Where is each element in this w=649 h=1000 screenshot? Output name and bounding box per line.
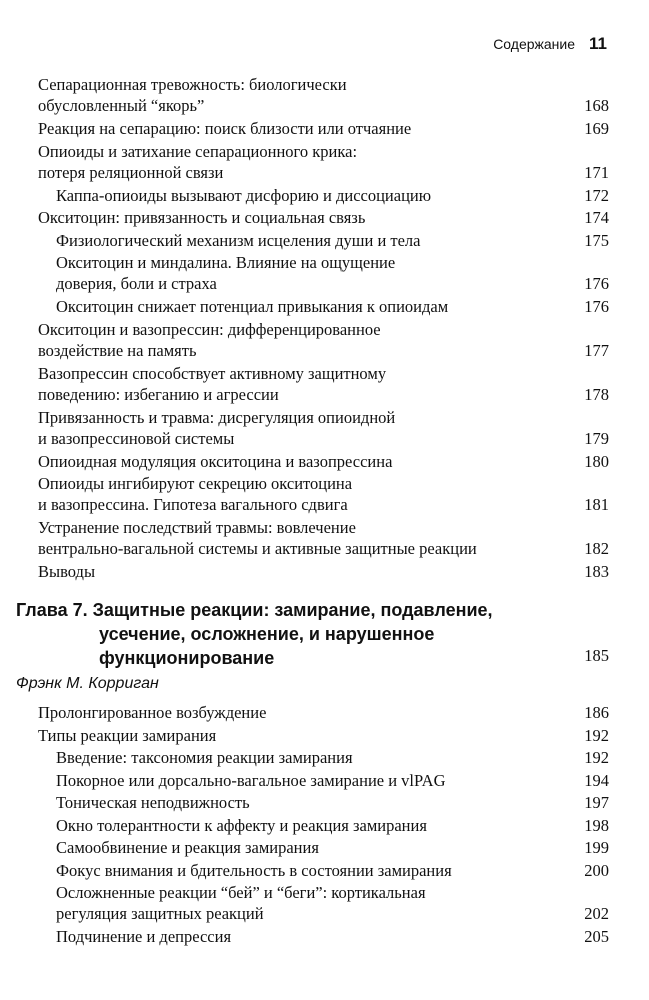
toc-entry[interactable] [56,926,609,947]
toc-entry[interactable] [56,252,609,294]
chapter-author: Фрэнк М. Корриган [16,675,159,692]
toc-entry[interactable] [56,837,609,858]
toc-entry-title-line: поведению: избеганию и агрессии [38,384,279,404]
toc-entry[interactable] [38,141,609,183]
toc-entry[interactable] [38,207,609,228]
toc-entry-page-number: 192 [584,725,609,745]
toc-entry[interactable] [38,319,609,361]
chapter-title-line: усечение, осложнение, и нарушенное [99,624,435,644]
toc-entry-page-number: 180 [584,451,609,471]
toc-entry[interactable] [56,815,609,836]
toc-entry-page-number: 176 [584,297,609,316]
toc-entry-title-line: Каппа-опиоиды вызывают дисфорию и диссоциацию [56,185,432,205]
toc-entry[interactable] [38,473,609,515]
toc-entry-title-line: Типы реакции замирания [38,725,217,745]
toc-entry[interactable] [56,185,609,206]
header-section-title: Содержание [493,36,576,52]
toc-entry-title-line: Самообвинение и реакция замирания [56,838,319,857]
toc-entry-title-line: Устранение последствий травмы: вовлечение [38,518,356,537]
toc-entry-title-line: Пролонгированное возбуждение [38,703,267,722]
toc-entry[interactable] [56,770,609,791]
toc-entry-page-number: 171 [584,162,609,182]
toc-entry-title-line: Окситоцин и вазопрессин: дифференцированное [38,319,381,339]
toc-entry[interactable] [38,74,609,116]
chapter-page-number: 185 [584,646,609,665]
toc-entry[interactable] [38,561,609,582]
toc-entry-title-line: Окно толерантности к аффекту и реакция замирания [56,815,427,835]
toc-entry[interactable] [38,451,609,472]
toc-entry-title-line: и вазопрессиновой системы [38,428,235,448]
chapter-heading [16,598,609,670]
toc-entry-page-number: 179 [584,428,609,448]
toc-entry-title-line: Осложненные реакции “бей” и “беги”: кортикальная [56,883,426,902]
toc-entry-title-line: вентрально-вагальной системы и активные защитные реакции [38,539,477,558]
toc-entry[interactable] [38,725,609,746]
toc-entry-page-number: 202 [584,904,609,923]
toc-entry-page-number: 172 [584,185,609,205]
toc-entry-title-line: обусловленный “якорь” [38,96,205,115]
header-page-number: 11 [589,34,607,53]
toc-entry[interactable] [38,363,609,405]
toc-entry-page-number: 194 [584,770,609,790]
toc-entry[interactable] [56,860,609,881]
toc-entry[interactable] [56,747,609,768]
toc-entry-title-line: Реакция на сепарацию: поиск близости или отчаяние [38,119,412,138]
toc-entry-page-number: 199 [584,838,609,857]
toc-entry-title-line: Введение: таксономия реакции замирания [56,748,353,767]
toc-entry-page-number: 198 [584,815,609,835]
toc-entry-title-line: Окситоцин: привязанность и социальная связь [38,208,366,227]
toc-entry-title-line: Опиоидная модуляция окситоцина и вазопрессина [38,451,393,471]
toc-entry[interactable] [38,702,609,723]
chapter-title-line: Глава 7. Защитные реакции: замирание, подавление, [16,600,493,620]
toc-entry-page-number: 182 [584,539,609,558]
toc-entry-title-line: Физиологический механизм исцеления души и тела [56,230,421,250]
toc-entry-title-line: Фокус внимания и бдительность в состоянии замирания [56,860,452,880]
toc-entry-page-number: 183 [584,562,609,581]
toc-entry[interactable] [56,230,609,251]
toc-entry[interactable] [38,407,609,449]
toc-entry-page-number: 178 [584,384,609,404]
toc-entry-title-line: Опиоиды ингибируют секрецию окситоцина [38,474,353,493]
toc-entry-title-line: Окситоцин и миндалина. Влияние на ощущение [56,253,396,272]
toc-entry-page-number: 205 [584,927,609,946]
toc-entry-title-line: Выводы [38,562,96,581]
toc-entry-title-line: Окситоцин снижает потенциал привыкания к опиоидам [56,297,449,316]
toc-entry-title-line: Привязанность и травма: дисрегуляция опиоидной [38,407,396,427]
toc-entry-page-number: 176 [584,274,609,293]
toc-entry-page-number: 169 [584,119,609,138]
toc-entry-title-line: Сепарационная тревожность: биологически [38,75,347,94]
toc-entry-title-line: Подчинение и депрессия [56,927,232,946]
toc-entry-title-line: Вазопрессин способствует активному защитному [38,363,387,383]
toc-entry-title-line: Опиоиды и затихание сепарационного крика: [38,141,358,161]
running-header [493,34,607,54]
toc-entry-page-number: 200 [584,860,609,880]
chapter-title-line: функционирование [99,648,275,668]
toc-entry-title-line: потеря реляционной связи [38,162,224,182]
toc-entry[interactable] [56,792,609,813]
toc-entry-page-number: 186 [584,703,609,722]
toc-entry-page-number: 174 [584,208,609,227]
toc-entry[interactable] [38,118,609,139]
toc-entry-page-number: 181 [584,495,609,514]
toc-entry-title-line: доверия, боли и страха [56,274,217,293]
toc-entry-title-line: воздействие на память [38,340,197,360]
toc-entry-page-number: 168 [584,96,609,115]
toc-entry-page-number: 192 [584,748,609,767]
toc-entry-page-number: 175 [584,230,609,250]
toc-entry[interactable] [56,296,609,317]
toc-entry-title-line: и вазопрессина. Гипотеза вагального сдвига [38,495,348,514]
toc-entry[interactable] [38,517,609,559]
toc-entry-title-line: Покорное или дорсально-вагальное замирание и vlPAG [56,770,446,790]
toc-entry-title-line: Тоническая неподвижность [56,793,250,812]
toc-entry-page-number: 197 [584,793,609,812]
toc-entry-title-line: регуляция защитных реакций [56,904,264,923]
toc-entry-page-number: 177 [584,340,609,360]
toc-entry[interactable] [56,882,609,924]
